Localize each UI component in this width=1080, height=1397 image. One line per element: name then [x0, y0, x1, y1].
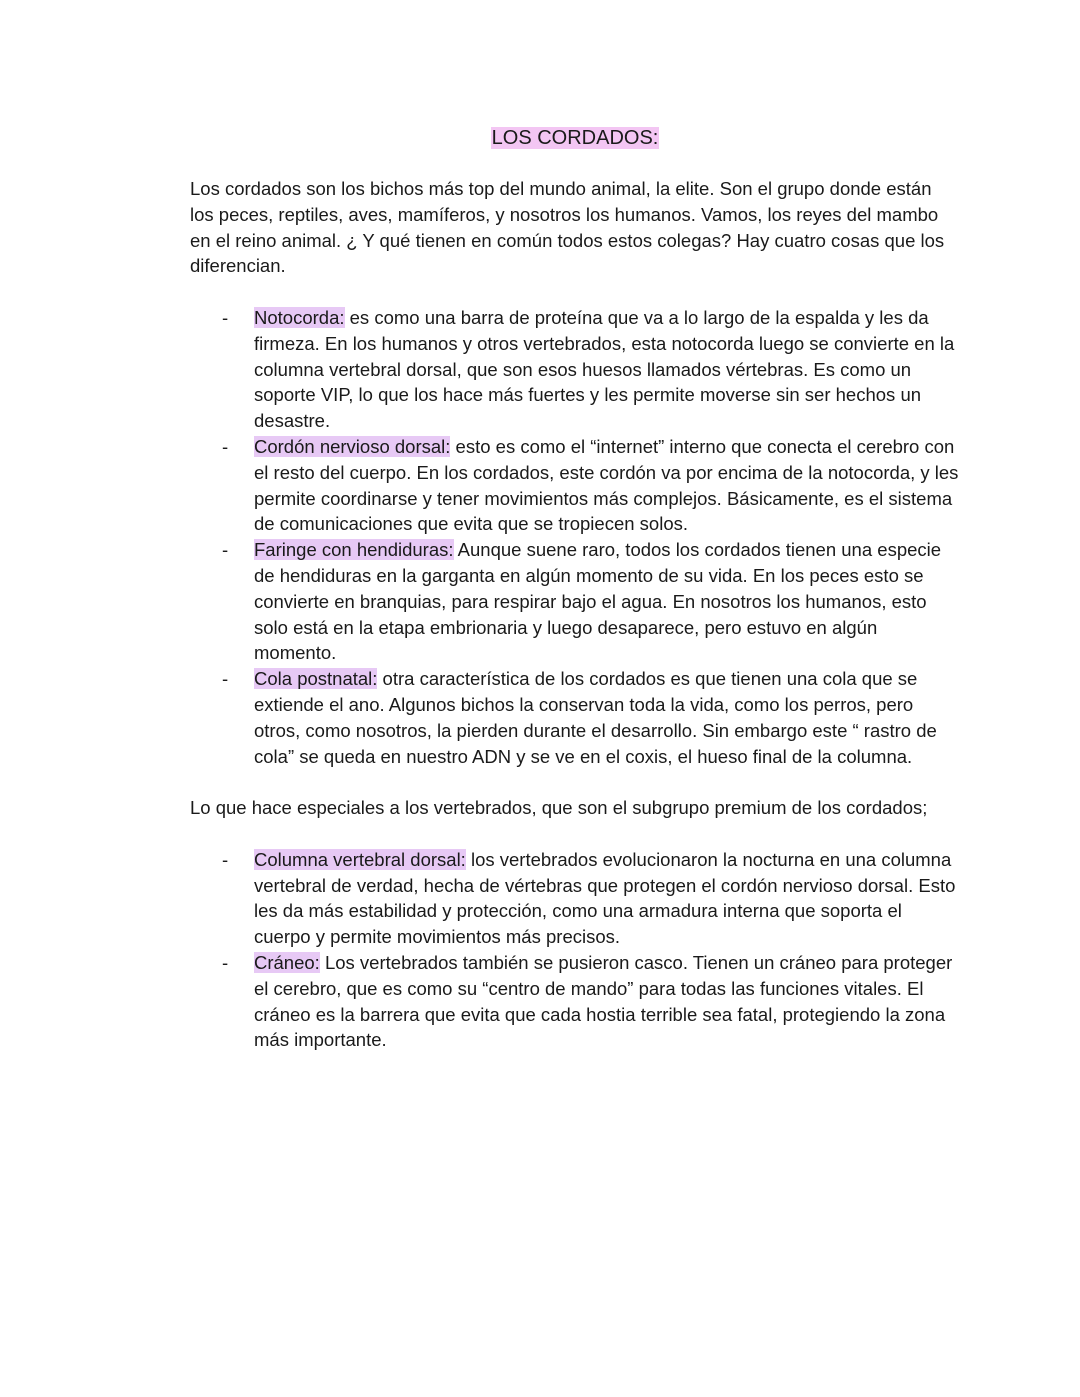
list-item-craneo: [190, 950, 960, 1053]
list-item-columna-vertebral: [190, 847, 960, 950]
trait-term: Columna vertebral dorsal:: [254, 848, 466, 870]
bullet-dash: -: [222, 435, 229, 457]
trait-description: esto es como el “internet” interno que conecta el cerebro con el resto del cuerpo. En los cordados, este cordón va por encima de la notocorda, y les permite coordinarse y tener movimientos más complejos. Básicamente, es el sistema de comunicaciones que evita que se tropiecen solos.: [254, 435, 959, 535]
list-item-faringe: [190, 537, 960, 666]
trait-description: Aunque suene raro, todos los cordados tienen una especie de hendiduras en la garganta en algún momento de su vida. En los peces esto se convierte en branquias, para respirar bajo el agua. En nosotros los humanos, esto solo está en la etapa embrionaria y luego desaparece, pero estuvo en algún momento.: [254, 539, 942, 664]
trait-term: Cráneo:: [254, 951, 320, 973]
list-item-notocorda: [190, 305, 960, 434]
trait-term: Cola postnatal:: [254, 668, 378, 690]
chordate-traits-list: [190, 305, 960, 769]
list-item-cola-postnatal: [190, 666, 960, 769]
intro-paragraph: Los cordados son los bichos más top del mundo animal, la elite. Son el grupo donde están los peces, reptiles, aves, mamíferos, y nosotros los humanos. Vamos, los reyes del mambo en el reino animal. ¿ Y qué tienen en común todos estos colegas? Hay cuatro cosas que los diferencian.: [190, 178, 945, 277]
bullet-dash: -: [222, 951, 229, 973]
trait-term: Cordón nervioso dorsal:: [254, 435, 451, 457]
bullet-dash: -: [222, 848, 229, 870]
page-title: LOS CORDADOS:: [491, 127, 659, 149]
trait-term: Faringe con hendiduras:: [254, 539, 454, 561]
bullet-dash: -: [222, 306, 229, 328]
document-page: [190, 124, 960, 1079]
bullet-dash: -: [222, 539, 229, 561]
trait-description: Los vertebrados también se pusieron casco. Tienen un cráneo para proteger el cerebro, que es como su “centro de mando” para todas las funciones vitales. El cráneo es la barrera que evita que cada hostia terrible sea fatal, protegiendo la zona más importante.: [254, 951, 953, 1051]
bullet-dash: -: [222, 668, 229, 690]
title-container: [190, 124, 960, 152]
vertebrate-traits-list: [190, 847, 960, 1053]
trait-term: Notocorda:: [254, 306, 345, 328]
vertebrates-intro-paragraph: Lo que hace especiales a los vertebrados, que son el subgrupo premium de los cordados;: [190, 797, 928, 819]
trait-description: es como una barra de proteína que va a lo largo de la espalda y les da firmeza. En los humanos y otros vertebrados, esta notocorda luego se convierte en la columna vertebral dorsal, que son esos huesos llamados vértebras. Es como un soporte VIP, lo que los hace más fuertes y les permite moverse sin ser hechos un desastre.: [254, 306, 955, 432]
list-item-cordon-nervioso: [190, 434, 960, 537]
trait-description: otra característica de los cordados es que tienen una cola que se extiende el ano. Algunos bichos la conservan toda la vida, como los perros, pero otros, como nosotros, la pierden durante el desarrollo. Sin embargo este “ rastro de cola” se queda en nuestro ADN y se ve en el coxis, el hueso final de la columna.: [254, 668, 937, 767]
trait-description: los vertebrados evolucionaron la nocturna en una columna vertebral de verdad, hecha de vértebras que protegen el cordón nervioso dorsal. Esto les da más estabilidad y protección, como una armadura interna que soporta el cuerpo y permite movimientos más precisos.: [254, 848, 956, 948]
